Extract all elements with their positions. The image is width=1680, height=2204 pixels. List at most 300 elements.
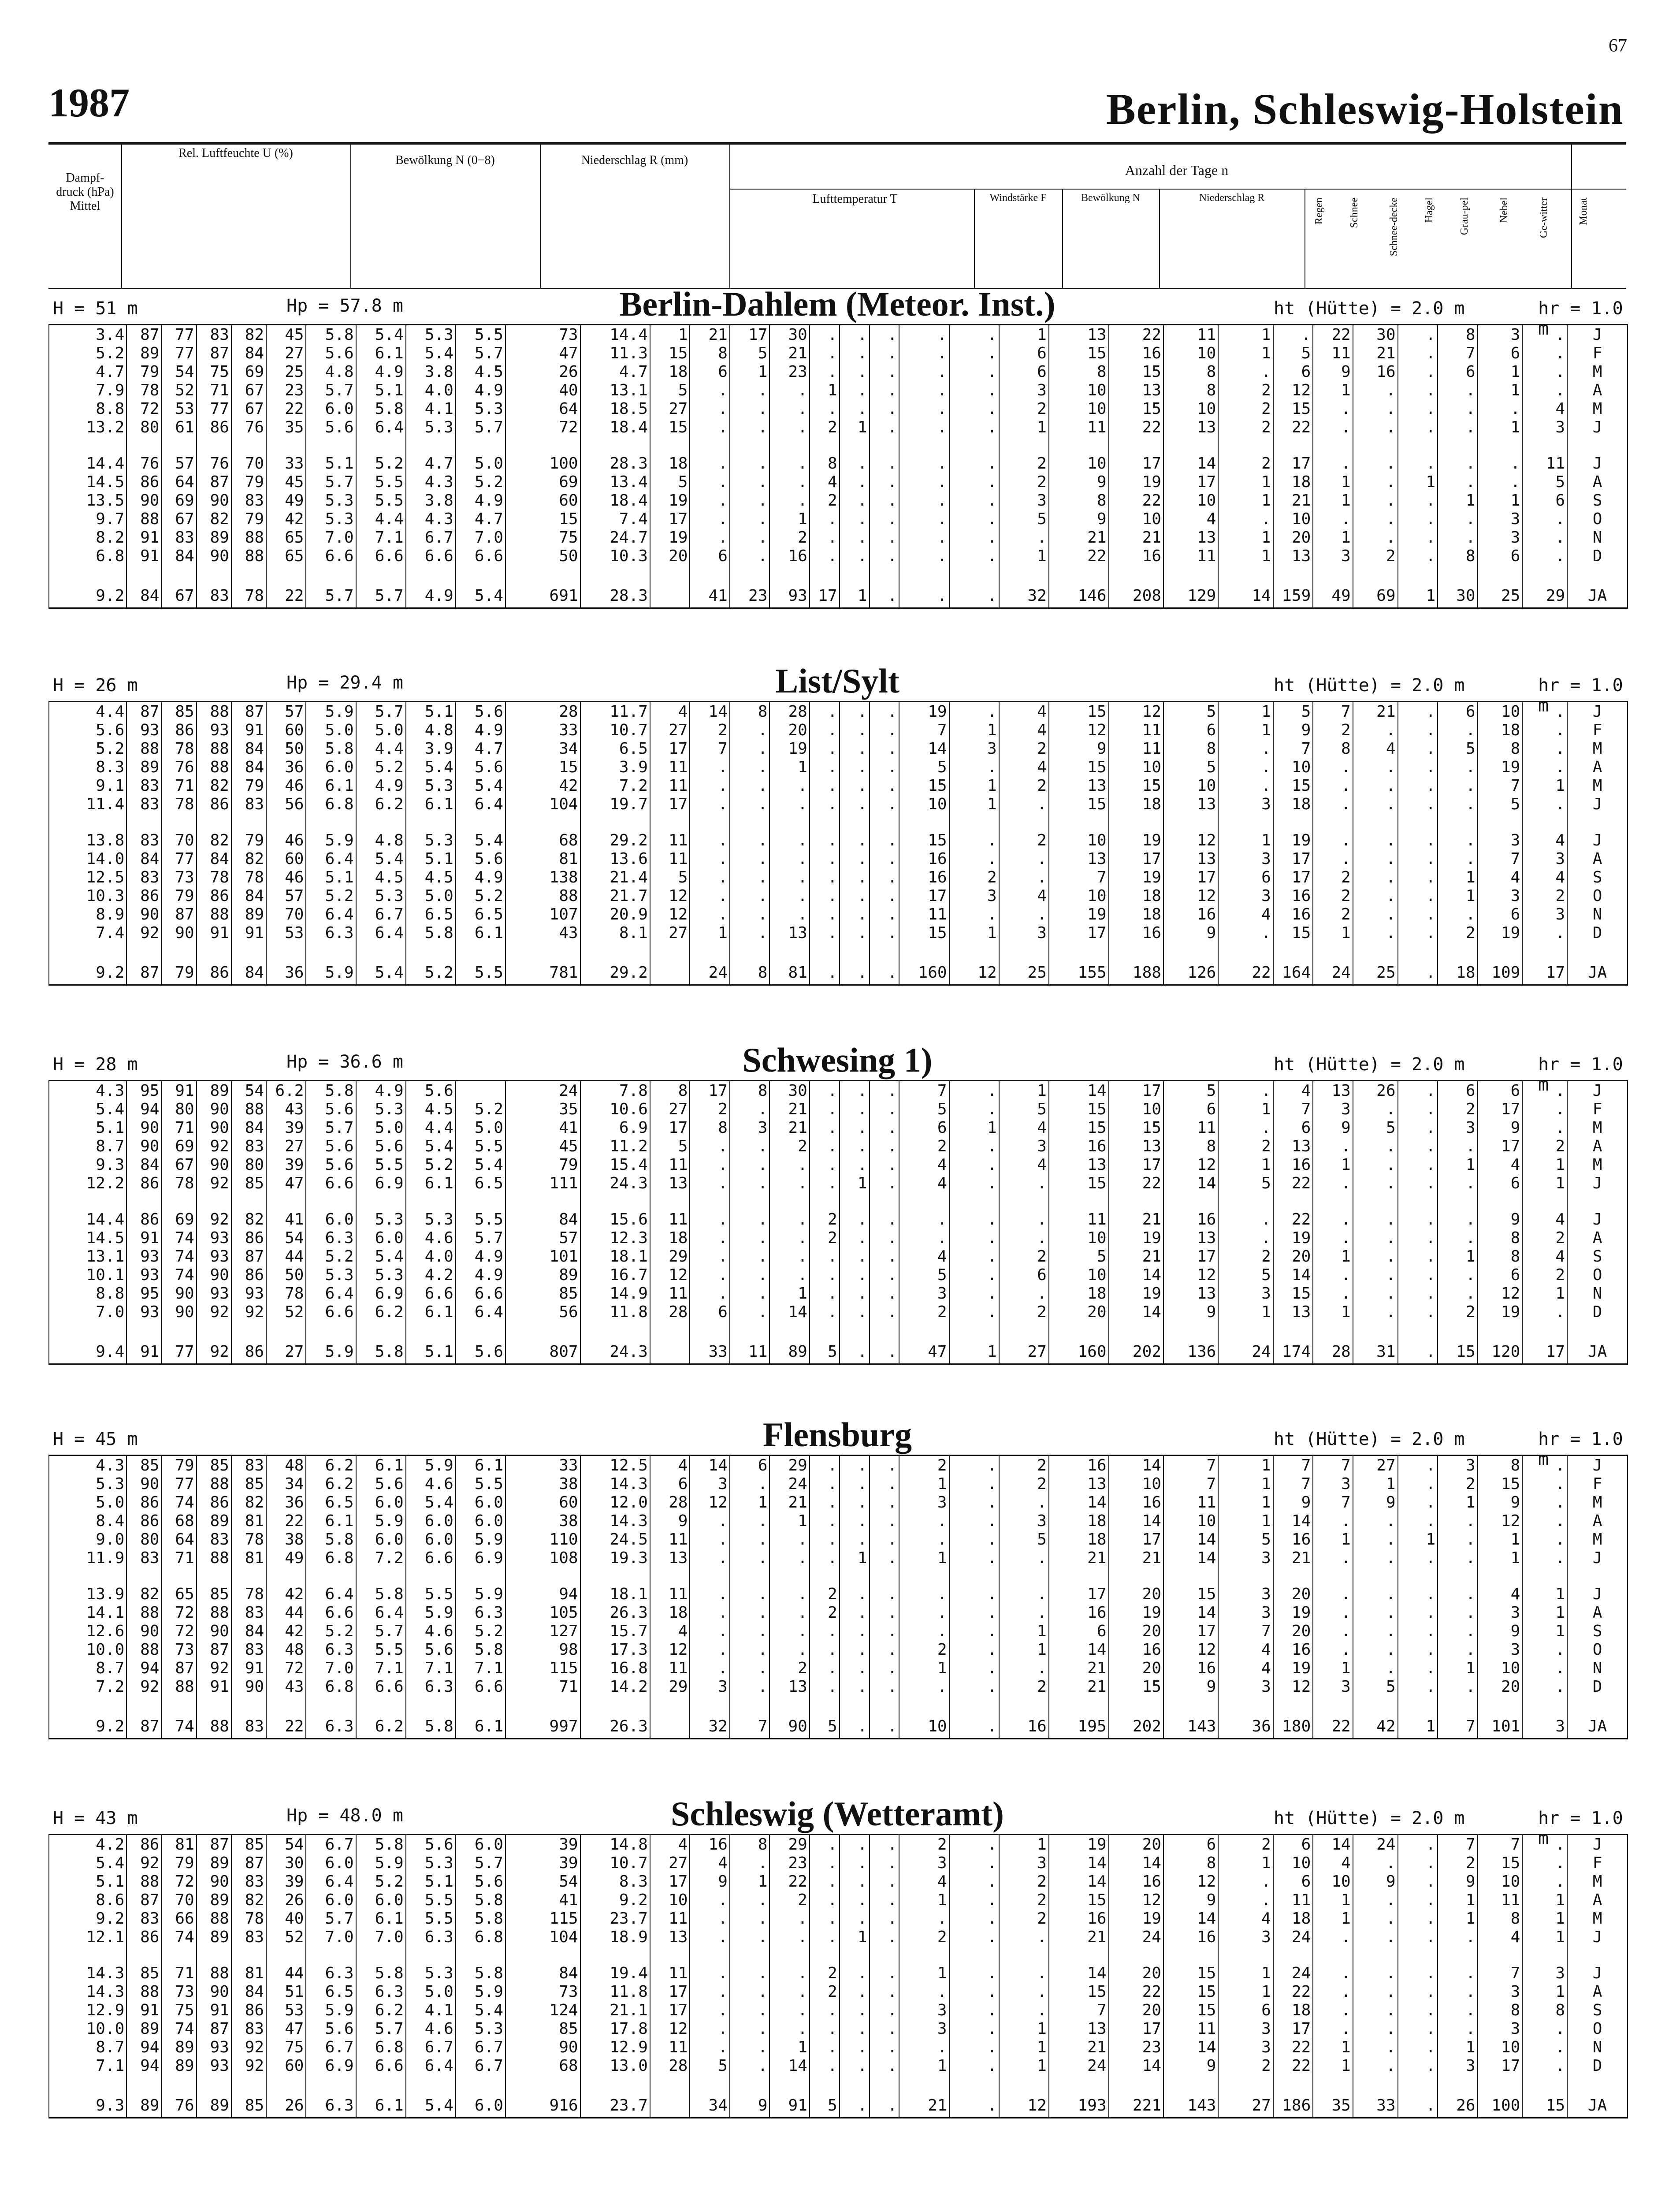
spacer-cell [306, 813, 356, 831]
table-cell: . [810, 1155, 840, 1174]
table-cell: 17 [1163, 1247, 1218, 1266]
table-cell: 7 [1478, 1835, 1523, 1854]
table-cell: 10 [1049, 1266, 1109, 1284]
table-cell: 11 [1522, 454, 1567, 473]
spacer-cell [1398, 1567, 1438, 1585]
header-rel-luftfeuchte: Rel. Luftfeuchte U (%) [178, 146, 293, 160]
table-cell: . [949, 2019, 999, 2038]
table-cell: . [899, 473, 949, 491]
table-cell: . [730, 510, 769, 528]
table-cell: 9 [1163, 1677, 1218, 1696]
table-cell: . [1522, 1118, 1567, 1137]
table-cell: . [870, 1928, 899, 1946]
table-cell: 5 [1273, 702, 1313, 721]
month-row [49, 1659, 1627, 1677]
table-cell: 84 [505, 1964, 580, 1982]
table-cell: 83 [231, 1640, 266, 1659]
table-cell: 85 [231, 1835, 266, 1854]
table-cell: 4 [1218, 1640, 1273, 1659]
table-cell: . [840, 1696, 870, 1738]
spacer-cell [161, 813, 196, 831]
table-cell: 5.5 [456, 1210, 505, 1229]
table-cell: . [949, 2038, 999, 2056]
table-cell: 77 [161, 344, 196, 362]
table-cell: 5.9 [306, 2001, 356, 2019]
spacer-cell [266, 813, 306, 831]
table-cell: 15 [1049, 758, 1109, 776]
table-cell: . [870, 721, 899, 739]
table-cell: 33 [1353, 2075, 1398, 2117]
table-cell: 1 [1478, 362, 1523, 381]
table-cell: . [730, 2038, 769, 2056]
table-cell: 83 [231, 1137, 266, 1155]
table-cell: 1 [1218, 1155, 1273, 1174]
table-cell: . [949, 1530, 999, 1549]
month-label: J [1592, 418, 1602, 436]
spacer-cell [456, 813, 505, 831]
table-cell: 14 [1049, 1872, 1109, 1891]
table-cell: 5.5 [406, 1909, 456, 1928]
table-cell: 23.7 [580, 2075, 650, 2117]
month-label: A [1592, 1603, 1602, 1622]
table-cell: 88 [231, 528, 266, 547]
month-row [49, 1603, 1627, 1622]
table-cell: 7.1 [406, 1659, 456, 1677]
table-cell: . [1353, 758, 1398, 776]
table-cell: 89 [197, 1512, 231, 1530]
table-cell: 30 [1438, 565, 1477, 607]
table-cell: 6.4 [356, 1603, 406, 1622]
table-cell: 78 [231, 1909, 266, 1928]
table-cell: 19 [1109, 1229, 1163, 1247]
table-cell: 16 [1049, 1456, 1109, 1474]
table-cell: 6.2 [356, 1696, 406, 1738]
table-cell: . [949, 1872, 999, 1891]
table-cell: 5.0 [306, 721, 356, 739]
table-cell: 6.7 [306, 2038, 356, 2056]
table-cell: . [730, 1549, 769, 1567]
table-cell: 88 [126, 1872, 161, 1891]
month-label: M [1592, 362, 1602, 381]
table-cell: . [949, 528, 999, 547]
table-cell: . [1398, 528, 1438, 547]
table-cell: 79 [126, 362, 161, 381]
table-cell: 15 [1109, 1118, 1163, 1137]
table-cell: . [870, 2038, 899, 2056]
table-cell: . [690, 528, 729, 547]
month-label: J [1592, 454, 1602, 473]
table-cell: 12.2 [49, 1174, 126, 1192]
table-cell: 4.5 [456, 362, 505, 381]
table-cell: 14 [1313, 1835, 1353, 1854]
table-cell: 3 [1313, 1474, 1353, 1493]
table-cell: . [1438, 1928, 1477, 1946]
table-cell: . [870, 1474, 899, 1493]
month-label: N [1592, 905, 1602, 923]
table-cell: 18.1 [580, 1247, 650, 1266]
table-cell: 13 [1049, 1155, 1109, 1174]
table-cell: 10.3 [49, 886, 126, 905]
table-cell: . [1398, 1321, 1438, 1363]
table-cell: 5.3 [356, 886, 406, 905]
table-cell: . [1438, 1585, 1477, 1603]
table-cell: 82 [231, 1493, 266, 1512]
table-cell: 74 [161, 2019, 196, 2038]
spacer-cell [49, 436, 126, 454]
table-cell: 1 [1218, 1493, 1273, 1512]
table-cell: 6 [1522, 491, 1567, 510]
spacer-cell [949, 436, 999, 454]
table-cell: . [730, 1677, 769, 1696]
table-cell: . [1522, 721, 1567, 739]
table-cell: 83 [126, 868, 161, 886]
table-cell: 27 [1218, 2075, 1273, 2117]
table-cell: 13 [1049, 776, 1109, 795]
table-cell: . [1353, 886, 1398, 905]
table-cell: . [949, 1229, 999, 1247]
table-cell: 3 [1478, 886, 1523, 905]
table-cell: 89 [161, 2056, 196, 2075]
table-cell: 14 [769, 2056, 809, 2075]
table-cell: 6 [1438, 1081, 1477, 1100]
table-cell: 10 [650, 1891, 690, 1909]
table-cell: . [1398, 739, 1438, 758]
table-cell: . [870, 473, 899, 491]
table-cell: . [769, 1549, 809, 1567]
spacer-cell [1438, 1946, 1477, 1964]
table-cell: . [730, 1585, 769, 1603]
table-cell: 17 [1522, 1321, 1567, 1363]
table-cell: 1 [1478, 381, 1523, 399]
table-cell: 16.7 [580, 1266, 650, 1284]
table-cell: 32 [690, 1696, 729, 1738]
table-cell: . [730, 1512, 769, 1530]
table-cell: 5.5 [456, 1474, 505, 1493]
table-cell: . [870, 2019, 899, 2038]
table-cell: 10 [1163, 491, 1218, 510]
month-label: N [1592, 528, 1602, 547]
table-cell: 27 [650, 923, 690, 942]
table-cell: . [1313, 1174, 1353, 1192]
month-row [49, 1493, 1627, 1512]
table-cell: . [870, 381, 899, 399]
table-cell: 5.0 [406, 1982, 456, 2001]
table-cell: 67 [161, 1155, 196, 1174]
table-cell: . [1398, 2075, 1438, 2117]
table-cell: 16 [1109, 1872, 1163, 1891]
table-cell: 21 [1109, 1210, 1163, 1229]
table-cell: 11 [1049, 1210, 1109, 1229]
month-row [49, 418, 1627, 436]
table-cell: 14 [1273, 1512, 1313, 1530]
table-cell: 87 [126, 1891, 161, 1909]
table-cell: . [870, 1854, 899, 1872]
table-cell: 14.3 [580, 1474, 650, 1493]
table-cell: 5.2 [406, 1155, 456, 1174]
table-cell: 3 [690, 1677, 729, 1696]
table-cell: 5.8 [356, 1835, 406, 1854]
table-cell: 5.5 [356, 473, 406, 491]
table-cell: 2 [999, 399, 1049, 418]
table-cell: 3 [1218, 886, 1273, 905]
table-cell: . [840, 1100, 870, 1118]
annual-row [49, 565, 1627, 607]
table-cell: 92 [197, 1321, 231, 1363]
table-cell: . [810, 1474, 840, 1493]
month-label: S [1592, 2001, 1602, 2019]
spacer-cell [161, 1946, 196, 1964]
table-cell: . [870, 1321, 899, 1363]
table-cell: 21 [769, 344, 809, 362]
table-cell: 17 [1478, 1137, 1523, 1155]
table-cell: 93 [126, 721, 161, 739]
table-cell: 4 [810, 473, 840, 491]
spacer-cell [197, 813, 231, 831]
table-cell: . [1398, 1474, 1438, 1493]
table-cell: 6 [650, 1474, 690, 1493]
table-cell: 4.5 [356, 868, 406, 886]
table-cell: 13 [1109, 381, 1163, 399]
table-cell: 1 [999, 1622, 1049, 1640]
table-cell: 60 [266, 721, 306, 739]
table-cell: 1 [1218, 1100, 1273, 1118]
table-cell: 8.7 [49, 2038, 126, 2056]
table-cell: 19 [769, 739, 809, 758]
table-cell: . [1398, 1549, 1438, 1567]
table-cell: 17 [1163, 1622, 1218, 1640]
table-cell: . [810, 1891, 840, 1909]
table-cell: 76 [161, 2075, 196, 2117]
table-cell: 88 [197, 905, 231, 923]
month-label: M [1592, 1118, 1602, 1137]
table-cell: 6.4 [306, 1585, 356, 1603]
spacer-cell [161, 436, 196, 454]
table-cell: 6.4 [306, 1284, 356, 1303]
spacer-cell [1522, 813, 1567, 831]
table-cell: 5.4 [456, 776, 505, 795]
table-cell: . [810, 1081, 840, 1100]
table-cell: 5.2 [456, 473, 505, 491]
table-cell: 691 [505, 565, 580, 607]
table-cell: 6 [1478, 1081, 1523, 1100]
table-cell: . [1398, 702, 1438, 721]
spacer-cell [126, 1946, 161, 1964]
table-cell: 19 [650, 528, 690, 547]
table-cell: . [1313, 2019, 1353, 2038]
table-cell: 11 [650, 2038, 690, 2056]
table-cell: 8 [1522, 2001, 1567, 2019]
table-cell: 4.9 [356, 1081, 406, 1100]
table-cell: 4 [1478, 1928, 1523, 1946]
table-cell: 2 [899, 1835, 949, 1854]
table-cell: 4.3 [49, 1081, 126, 1100]
table-cell: 91 [197, 2001, 231, 2019]
table-cell: 16 [1109, 923, 1163, 942]
table-cell: . [1522, 1677, 1567, 1696]
table-cell: 6.1 [306, 776, 356, 795]
month-row [49, 2001, 1627, 2019]
table-cell: 20 [1109, 1835, 1163, 1854]
month-label: JA [1587, 2096, 1607, 2115]
spacer-cell [810, 1946, 840, 1964]
table-cell: . [1398, 1512, 1438, 1530]
table-cell: 29.2 [580, 942, 650, 984]
table-cell: . [949, 758, 999, 776]
table-cell: 82 [197, 776, 231, 795]
table-cell: 12 [1273, 1677, 1313, 1696]
table-cell: 13 [769, 1677, 809, 1696]
table-cell: 39 [505, 1835, 580, 1854]
table-cell: 10.7 [580, 721, 650, 739]
table-cell: 6.0 [356, 1530, 406, 1549]
table-cell: . [949, 1155, 999, 1174]
table-cell: 8 [1049, 491, 1109, 510]
table-cell: 1 [1313, 2056, 1353, 2075]
table-cell: . [769, 1210, 809, 1229]
table-cell: . [810, 942, 840, 984]
table-cell: 2 [899, 1928, 949, 1946]
table-cell: . [810, 1266, 840, 1284]
spacer-cell [1478, 813, 1523, 831]
table-cell: 13 [1273, 1137, 1313, 1155]
table-cell: 9.2 [49, 1696, 126, 1738]
table-cell: . [1313, 1928, 1353, 1946]
table-cell: . [1522, 528, 1567, 547]
table-cell: 2 [899, 1137, 949, 1155]
table-cell: 90 [126, 1137, 161, 1155]
table-cell: . [690, 905, 729, 923]
table-cell: 202 [1109, 1696, 1163, 1738]
table-cell: 12.6 [49, 1622, 126, 1640]
table-cell: . [949, 1284, 999, 1303]
table-cell: 20 [1109, 1585, 1163, 1603]
table-cell: . [810, 510, 840, 528]
month-row [49, 739, 1627, 758]
table-cell: 4.9 [456, 381, 505, 399]
table-cell: 88 [197, 1474, 231, 1493]
table-cell: . [730, 491, 769, 510]
spacer-cell [810, 1567, 840, 1585]
table-cell: 2 [1218, 1137, 1273, 1155]
table-cell: . [870, 1964, 899, 1982]
table-cell: . [840, 1835, 870, 1854]
spacer-cell [1109, 1946, 1163, 1964]
month-label: O [1592, 510, 1602, 528]
table-cell: 5.7 [356, 1622, 406, 1640]
table-cell: 15 [650, 418, 690, 436]
table-cell: . [899, 1622, 949, 1640]
table-cell: . [949, 1982, 999, 2001]
table-cell: 21 [690, 325, 729, 344]
table-cell: 93 [231, 1284, 266, 1303]
table-cell: 8.9 [49, 905, 126, 923]
spacer-cell [899, 1192, 949, 1210]
table-cell: . [1313, 1512, 1353, 1530]
spacer-cell [505, 1192, 580, 1210]
table-cell: 5.8 [306, 1081, 356, 1100]
table-cell: 15 [1049, 1891, 1109, 1909]
table-cell: 52 [266, 1303, 306, 1321]
station-gauge-height: hr = 1.0 m [1538, 1054, 1623, 1095]
table-cell: 6.0 [406, 1512, 456, 1530]
table-cell: 85 [231, 2075, 266, 2117]
table-cell: 3 [1438, 2056, 1477, 2075]
table-cell: 79 [231, 473, 266, 491]
table-cell: 20 [1273, 528, 1313, 547]
table-cell: 9 [1163, 1303, 1218, 1321]
table-cell: 1 [1313, 473, 1353, 491]
table-cell: . [810, 1456, 840, 1474]
table-cell: 22 [1273, 2038, 1313, 2056]
table-cell: . [1353, 1549, 1398, 1567]
table-cell: . [870, 702, 899, 721]
month-row [49, 491, 1627, 510]
table-cell: 2 [999, 1247, 1049, 1266]
table-cell: . [1398, 1909, 1438, 1928]
table-cell: 16 [1109, 344, 1163, 362]
table-cell: 12 [1163, 831, 1218, 849]
table-cell: 5.7 [456, 1229, 505, 1247]
month-row [49, 776, 1627, 795]
table-cell: 146 [1049, 565, 1109, 607]
table-cell: 83 [231, 1456, 266, 1474]
table-cell: 9 [1478, 1210, 1523, 1229]
table-cell: 4.9 [456, 491, 505, 510]
table-cell: . [1522, 1493, 1567, 1512]
station-table [48, 1455, 1628, 1739]
table-cell: . [1353, 905, 1398, 923]
table-cell: 91 [231, 1659, 266, 1677]
spacer-cell [580, 1192, 650, 1210]
table-cell: 14.0 [49, 849, 126, 868]
table-cell: 79 [231, 776, 266, 795]
table-cell: . [949, 2001, 999, 2019]
spacer-cell [899, 436, 949, 454]
table-cell: . [1398, 2001, 1438, 2019]
table-cell: 11.8 [580, 1982, 650, 2001]
table-cell: 14.1 [49, 1603, 126, 1622]
annual-row [49, 2075, 1627, 2117]
table-cell: 1 [1438, 1155, 1477, 1174]
table-cell: . [840, 721, 870, 739]
table-cell: . [870, 1229, 899, 1247]
table-cell: 6.1 [406, 795, 456, 813]
table-cell: 12.5 [580, 1456, 650, 1474]
table-cell: 4 [999, 1155, 1049, 1174]
table-cell: . [810, 1303, 840, 1321]
table-cell: 4 [899, 1872, 949, 1891]
month-row [49, 1549, 1627, 1567]
spacer-cell [949, 1946, 999, 1964]
table-cell: 2 [1522, 1229, 1567, 1247]
table-cell: 16 [899, 849, 949, 868]
table-cell: . [1398, 399, 1438, 418]
table-cell: 12.9 [49, 2001, 126, 2019]
table-cell: 11 [650, 1964, 690, 1982]
table-cell: . [840, 1964, 870, 1982]
table-cell: 17 [1478, 2056, 1523, 2075]
table-cell: . [840, 1210, 870, 1229]
table-cell: . [1218, 1210, 1273, 1229]
table-cell: 6.3 [306, 2075, 356, 2117]
table-cell: 2 [1218, 399, 1273, 418]
table-cell: 11.2 [580, 1137, 650, 1155]
table-cell: . [949, 1100, 999, 1118]
table-cell: 8 [1438, 325, 1477, 344]
table-cell: 82 [231, 1891, 266, 1909]
table-cell: 6.8 [456, 1928, 505, 1946]
table-cell: 27 [650, 399, 690, 418]
